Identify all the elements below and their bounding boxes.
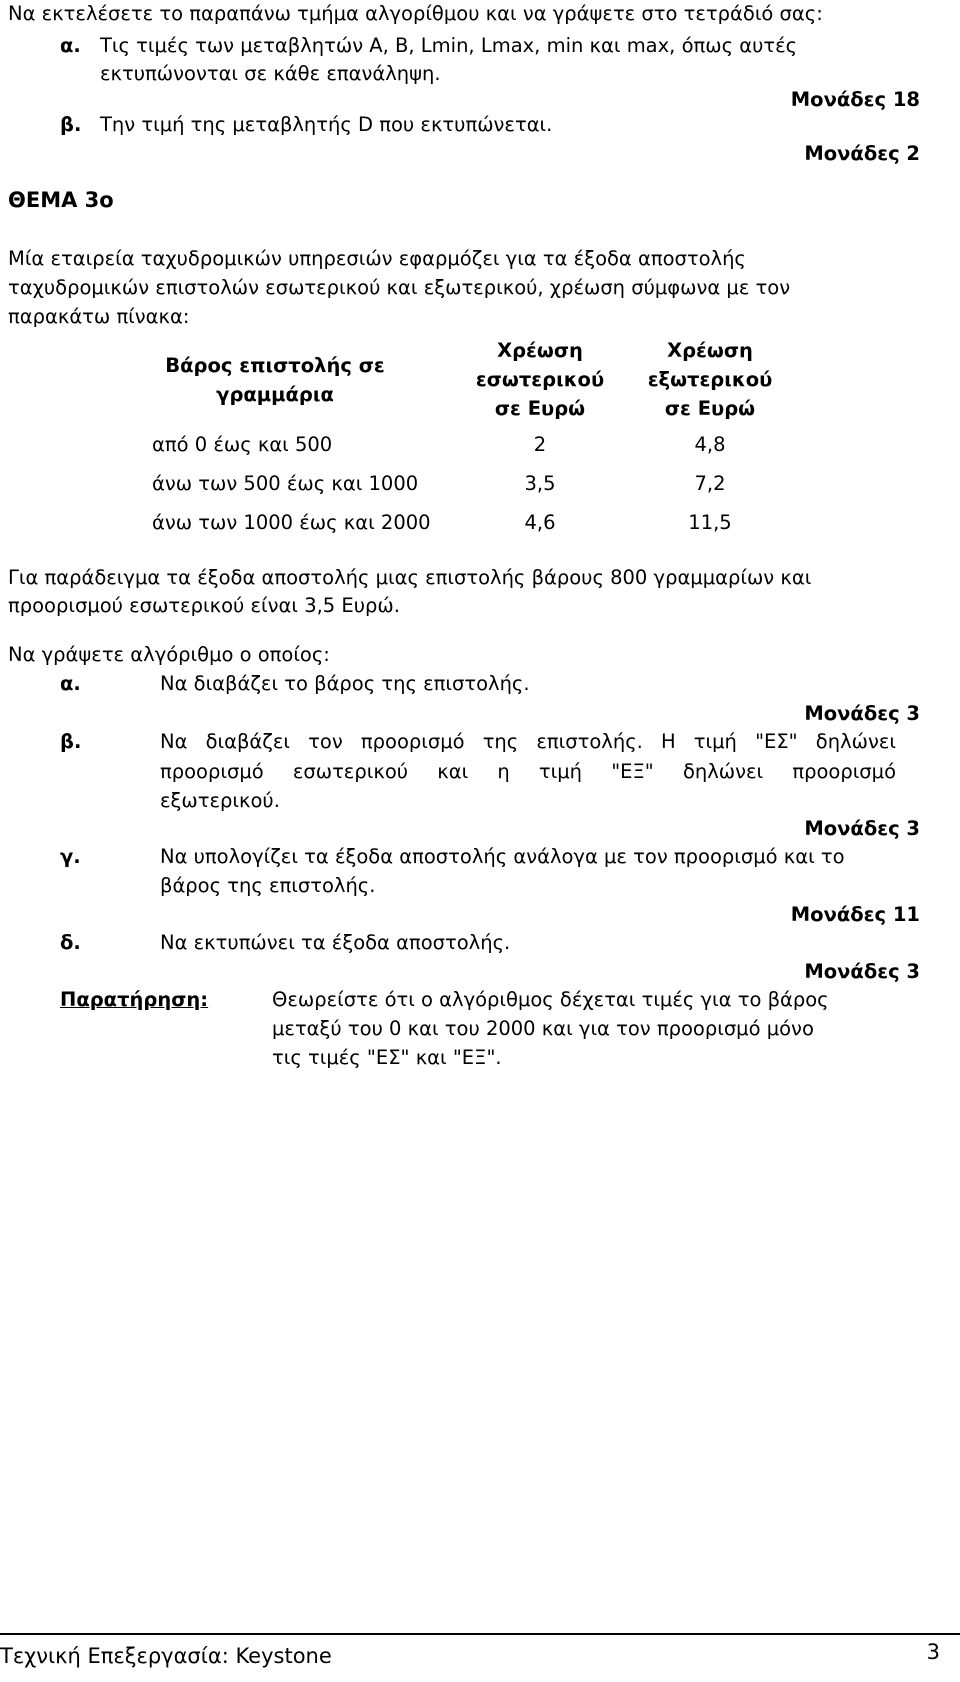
intro-item-a-line1: Τις τιμές των μεταβλητών A, B, Lmin, Lmax, min και max, όπως αυτές — [100, 34, 798, 57]
task-a-points: Μονάδες 3 — [804, 702, 920, 725]
intro-item-a-label: α. — [60, 34, 81, 57]
table-header-domestic: Χρέωση εσωτερικού σε Ευρώ — [475, 339, 605, 420]
table-cell-international: 4,8 — [694, 433, 726, 456]
problem-line-2: ταχυδρομικών επιστολών εσωτερικού και εξωτερικού, χρέωση σύμφωνα με τον — [8, 276, 791, 299]
example-line-1: Για παράδειγμα τα έξοδα αποστολής μιας επιστολής βάρους 800 γραμμαρίων και — [8, 566, 812, 589]
table-cell-weight: άνω των 500 έως και 1000 — [152, 472, 419, 495]
intro-line: Να εκτελέσετε το παραπάνω τμήμα αλγορίθμου και να γράψετε στο τετράδιό σας: — [8, 2, 823, 25]
task-a-text: Να διαβάζει το βάρος της επιστολής. — [160, 672, 530, 695]
intro-item-a-points: Μονάδες 18 — [790, 88, 920, 111]
table-cell-international: 7,2 — [694, 472, 726, 495]
task-d-text: Να εκτυπώνει τα έξοδα αποστολής. — [160, 931, 511, 954]
task-d-points: Μονάδες 3 — [804, 960, 920, 983]
note-line-3: τις τιμές "ΕΣ" και "ΕΞ". — [272, 1046, 502, 1069]
table-cell-domestic: 2 — [533, 433, 547, 456]
task-c-line2: βάρος της επιστολής. — [160, 874, 376, 897]
table-header-weight: Βάρος επιστολής σε γραμμάρια — [165, 354, 385, 406]
table-cell-domestic: 4,6 — [524, 511, 556, 534]
note-label: Παρατήρηση: — [60, 988, 209, 1011]
problem-line-1: Μία εταιρεία ταχυδρομικών υπηρεσιών εφαρμόζει για τα έξοδα αποστολής — [8, 247, 746, 270]
page-number: 3 — [926, 1640, 940, 1664]
table-cell-domestic: 3,5 — [524, 472, 556, 495]
intro-item-a-line2: εκτυπώνονται σε κάθε επανάληψη. — [100, 62, 441, 85]
section-title: ΘΕΜΑ 3ο — [8, 188, 114, 212]
task-a-label: α. — [60, 672, 81, 695]
task-b-label: β. — [60, 730, 82, 753]
problem-line-3: παρακάτω πίνακα: — [8, 305, 190, 328]
task-b-line3: εξωτερικού. — [160, 789, 280, 812]
task-c-line1: Να υπολογίζει τα έξοδα αποστολής ανάλογα με τον προορισμό και το — [160, 845, 845, 868]
table-header-international: Χρέωση εξωτερικού σε Ευρώ — [647, 339, 773, 420]
table-cell-weight: από 0 έως και 500 — [152, 433, 333, 456]
task-b-line1: Να διαβάζει τον προορισμό της επιστολής. Η τιμή "ΕΣ" δηλώνει — [160, 730, 896, 753]
intro-item-b-label: β. — [60, 113, 82, 136]
task-c-label: γ. — [60, 845, 81, 868]
task-b-line2: προορισμό εσωτερικού και η τιμή "ΕΞ" δηλώνει προορισμό — [160, 760, 896, 783]
note-line-2: μεταξύ του 0 και του 2000 και για τον προορισμό μόνο — [272, 1017, 814, 1040]
intro-item-b-text: Την τιμή της μεταβλητής D που εκτυπώνεται. — [100, 113, 553, 136]
table-cell-international: 11,5 — [688, 511, 732, 534]
footer-title: Τεχνική Επεξεργασία: Keystone — [0, 1644, 332, 1668]
task-c-points: Μονάδες 11 — [790, 903, 920, 926]
task-d-label: δ. — [60, 931, 81, 954]
table-cell-weight: άνω των 1000 έως και 2000 — [152, 511, 431, 534]
task-intro: Να γράψετε αλγόριθμο ο οποίος: — [8, 643, 330, 666]
task-b-points: Μονάδες 3 — [804, 817, 920, 840]
note-line-1: Θεωρείστε ότι ο αλγόριθμος δέχεται τιμές για το βάρος — [272, 988, 829, 1011]
footer-rule — [0, 1633, 960, 1635]
example-line-2: προορισμού εσωτερικού είναι 3,5 Ευρώ. — [8, 594, 400, 617]
intro-item-b-points: Μονάδες 2 — [804, 142, 920, 165]
